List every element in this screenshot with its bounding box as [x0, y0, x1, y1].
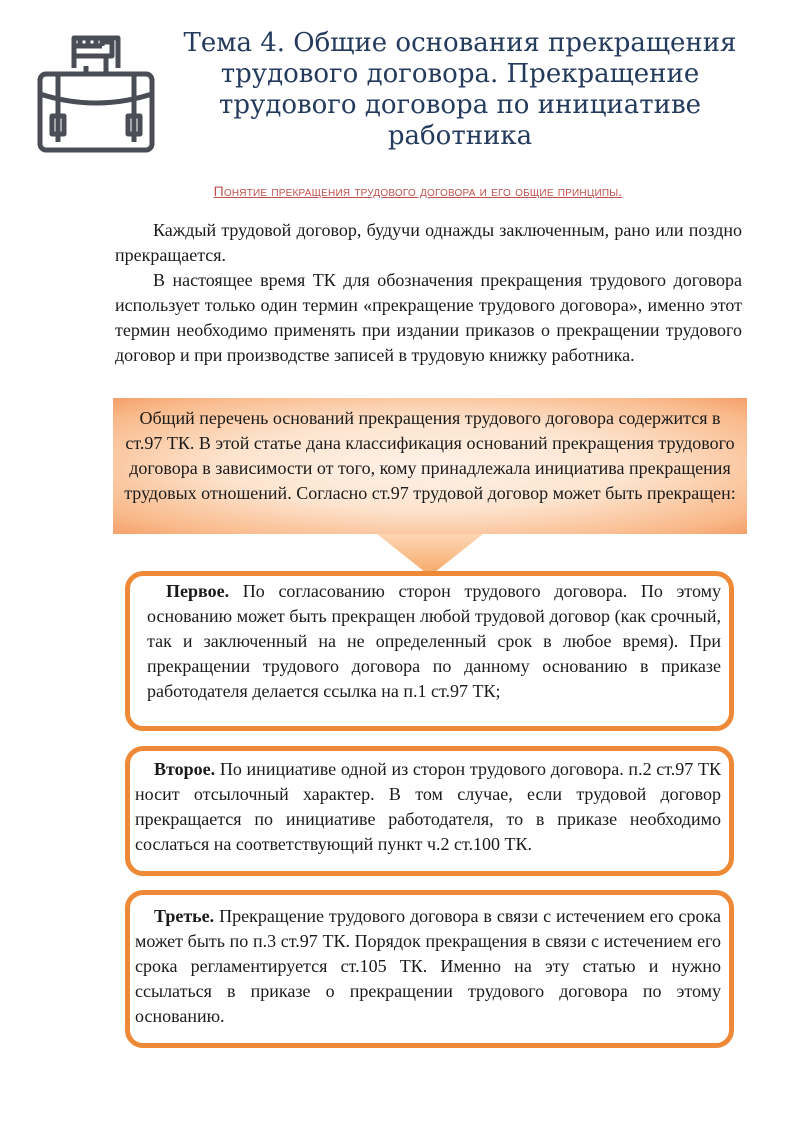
intro-paragraph-2: В настоящее время ТК для обозначения прекращения трудового договора использует только один термин «прекращение трудового договора», именно этот термин необходимо применять при издании приказов о прекращении трудового договор и при производстве записей в трудовую книжку работника. [115, 270, 742, 365]
basis-box-first [125, 571, 734, 731]
basis-text: По инициативе одной из сторон трудового договора. п.2 ст.97 ТК носит отсылочный характер. В том случае, если трудовой договор прекращается по инициативе работодателя, то в приказе необходимо сослаться на соответствующий пункт ч.2 ст.100 ТК. [135, 759, 721, 854]
page-title: Тема 4. Общие основания прекращения трудового договора. Прекращение трудового договора по инициативе работника [183, 28, 737, 151]
basis-lead: Третье. [154, 906, 215, 926]
basis-text: По согласованию сторон трудового договора. По этому основанию может быть прекращен любой трудовой договор (как срочный, так и заключенный на не определенный срок в любое время). При прекращении трудового договора по данному основанию в приказе работодателя делается ссылка на п.1 ст.97 ТК; [147, 581, 721, 701]
basis-lead: Первое. [166, 581, 230, 601]
callout-box [113, 398, 747, 534]
basis-box-second [125, 746, 734, 876]
basis-box-third [125, 890, 734, 1048]
callout-text: Общий перечень оснований прекращения трудового договора содержится в ст.97 ТК. В этой статье дана классификация оснований прекращения трудового договора в зависимости от того, кому принадлежала инициатива прекращения трудовых отношений. Согласно ст.97 трудовой договор может быть прекращен: [124, 408, 736, 503]
basis-text: Прекращение трудового договора в связи с истечением его срока может быть по п.3 ст.97 ТК. Порядок прекращения в связи с истечением его срока регламентируется ст.105 ТК. Именно на эту статью и нужно ссылаться в приказе о прекращении трудового договора по этому основанию. [135, 906, 721, 1026]
section-subtitle: Понятие прекращения трудового договора и его общие принципы. [213, 183, 623, 199]
basis-lead: Второе. [154, 759, 216, 779]
down-arrow-icon [377, 534, 483, 576]
intro-paragraph-1: Каждый трудовой договор, будучи однажды заключенным, рано или поздно прекращается. [115, 220, 742, 265]
briefcase-icon [36, 30, 156, 154]
intro-text [115, 218, 742, 368]
